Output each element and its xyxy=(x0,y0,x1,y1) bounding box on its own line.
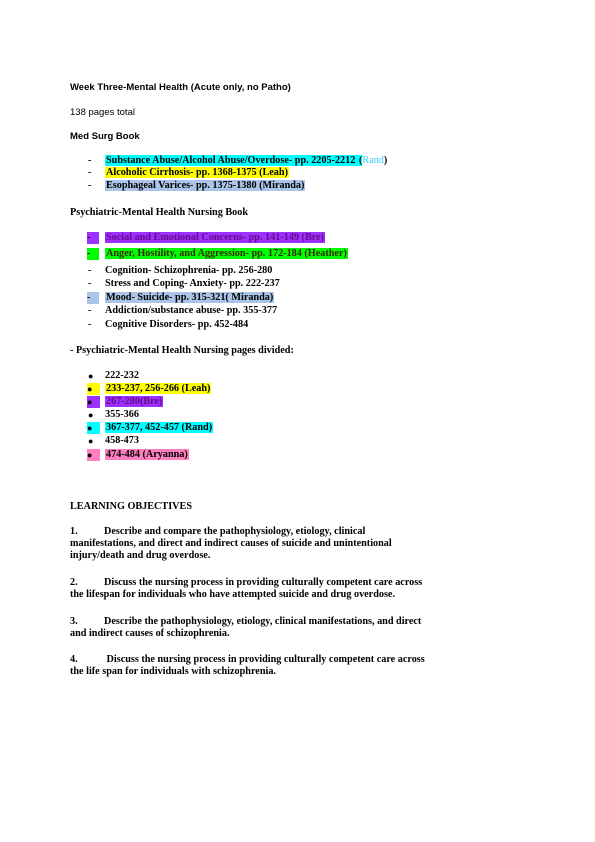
dash-marker: - xyxy=(88,167,92,178)
list-item xyxy=(87,449,189,461)
dash-marker: - xyxy=(87,292,99,304)
bullet-marker: ● xyxy=(88,436,94,446)
dash-marker: - xyxy=(88,155,92,166)
list-item xyxy=(87,292,274,304)
objective-line: Describe the pathophysiology, etiology, clinical manifestations, and direct xyxy=(104,616,422,627)
dash-marker: - xyxy=(88,180,92,191)
list-item-text: 355-366 xyxy=(105,409,139,420)
list-item-text: Cognition- Schizophrenia- pp. 256-280 xyxy=(105,265,273,276)
list-item xyxy=(87,248,348,260)
list-item-text: Substance Abuse/Alcohol Abuse/Overdose- pp. 2205-2212 xyxy=(106,155,358,166)
document-title: Week Three-Mental Health (Acute only, no Patho) xyxy=(70,82,291,93)
objective-line: Discuss the nursing process in providing culturally competent care across xyxy=(104,577,423,588)
bullet-marker: ● xyxy=(87,383,100,395)
objective-line: injury/death and drug overdose. xyxy=(70,550,211,561)
list-item xyxy=(88,155,388,167)
list-item-text: 474-484 (Aryanna) xyxy=(106,449,188,460)
list-item xyxy=(88,265,273,277)
objective-item xyxy=(70,654,425,678)
med-surg-heading: Med Surg Book xyxy=(70,131,140,142)
dash-marker: - xyxy=(88,278,92,289)
paren-open: ( xyxy=(358,155,363,166)
dash-marker: - xyxy=(87,248,99,260)
list-item xyxy=(88,435,139,447)
list-item xyxy=(88,278,280,290)
bullet-marker: ● xyxy=(88,371,94,381)
objective-line: and indirect causes of schizophrenia. xyxy=(70,628,230,639)
objective-line: the lifespan for individuals who have attempted suicide and drug overdose. xyxy=(70,589,395,600)
dash-marker: - xyxy=(87,232,99,244)
objectives-heading: LEARNING OBJECTIVES xyxy=(70,501,192,512)
dash-marker: - xyxy=(88,265,92,276)
bullet-marker: ● xyxy=(87,449,100,461)
list-item xyxy=(87,232,325,244)
bullet-marker: ● xyxy=(87,422,100,434)
divided-heading: - Psychiatric-Mental Health Nursing pages divided: xyxy=(70,345,294,356)
objective-line: Discuss the nursing process in providing culturally competent care across xyxy=(104,654,425,665)
list-item xyxy=(88,319,249,331)
psych-heading: Psychiatric-Mental Health Nursing Book xyxy=(70,207,248,218)
list-item xyxy=(88,409,139,421)
objective-item xyxy=(70,577,422,601)
dash-marker: - xyxy=(88,305,92,316)
list-item xyxy=(88,370,139,382)
list-item-text: 367-377, 452-457 (Rand) xyxy=(106,422,213,433)
bullet-marker: ● xyxy=(87,396,100,408)
list-item-text: 458-473 xyxy=(105,435,139,446)
objective-item xyxy=(70,616,421,640)
list-item-text: 222-232 xyxy=(105,370,139,381)
bullet-marker: ● xyxy=(88,410,94,420)
list-item-text: 233-237, 256-266 (Leah) xyxy=(106,383,211,394)
list-item-text: 267-280(Bre) xyxy=(106,396,163,407)
objective-item xyxy=(70,526,392,562)
list-item xyxy=(87,422,213,434)
list-item xyxy=(88,180,305,192)
list-item-text: Cognitive Disorders- pp. 452-484 xyxy=(105,319,249,330)
list-item-text: Alcoholic Cirrhosis- pp. 1368-1375 (Leah) xyxy=(106,167,288,178)
list-item-text: Esophageal Varices- pp. 1375-1380 (Miranda) xyxy=(106,180,305,191)
paren-close: ) xyxy=(383,155,388,166)
objective-number: 4. xyxy=(70,654,78,665)
objective-line: Describe and compare the pathophysiology, etiology, clinical xyxy=(104,526,366,537)
list-item xyxy=(88,305,278,317)
list-item xyxy=(87,383,211,395)
objective-line: the life span for individuals with schizophrenia. xyxy=(70,666,276,677)
objective-number: 1. xyxy=(70,526,78,537)
list-item xyxy=(87,396,163,408)
list-item xyxy=(88,167,289,179)
list-item-text: Mood- Suicide- pp. 315-321( Miranda) xyxy=(106,292,274,303)
objective-number: 2. xyxy=(70,577,78,588)
objective-line: manifestations, and direct and indirect causes of suicide and unintentional xyxy=(70,538,392,549)
objective-number: 3. xyxy=(70,616,78,627)
list-item-text: Social and Emotional Concerns- pp. 141-149 (Bre) xyxy=(106,232,325,243)
assignee-name: Rand xyxy=(362,155,384,166)
pages-total: 138 pages total xyxy=(70,107,135,118)
list-item-text: Addiction/substance abuse- pp. 355-377 xyxy=(105,305,278,316)
dash-marker: - xyxy=(88,319,92,330)
list-item-text: Anger, Hostility, and Aggression- pp. 172-184 (Heather) xyxy=(106,248,347,259)
list-item-text: Stress and Coping- Anxiety- pp. 222-237 xyxy=(105,278,280,289)
